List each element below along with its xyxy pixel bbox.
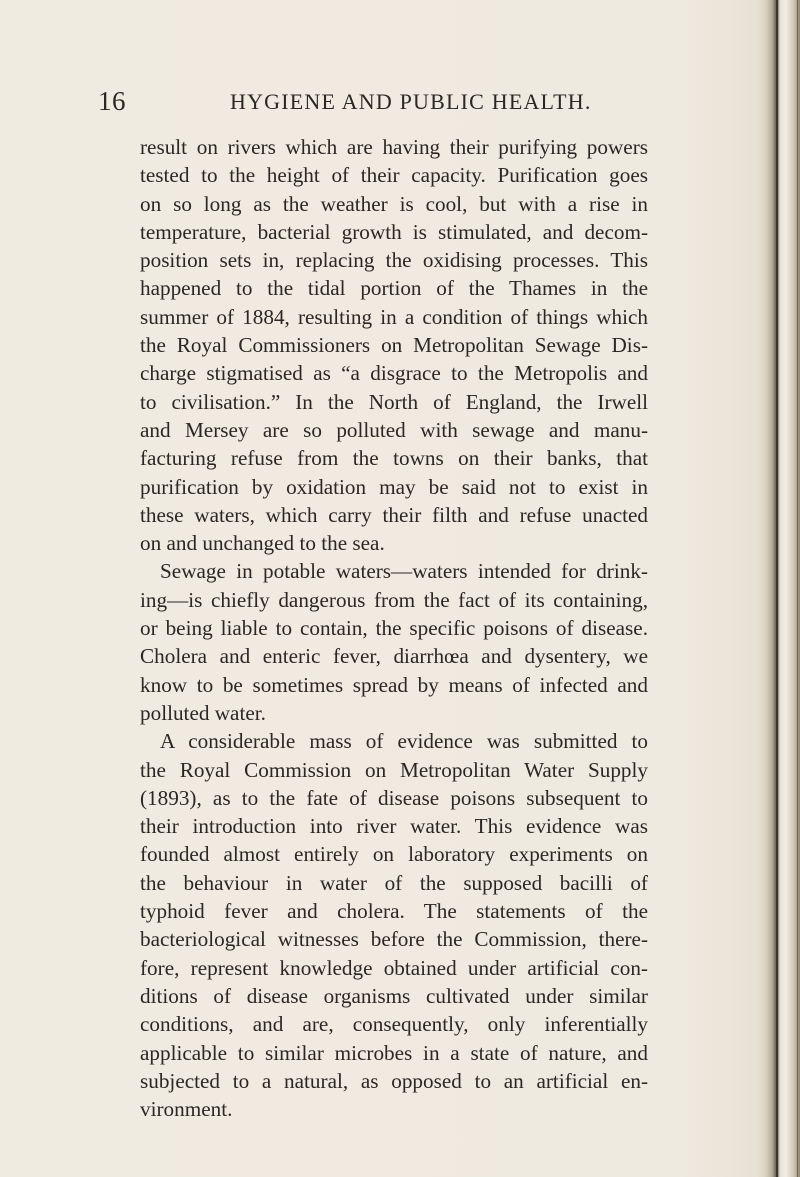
binding-shadow-line — [776, 0, 778, 1177]
text-line: temperature, bacterial growth is stimulated, and decom- — [140, 219, 648, 244]
text-line: on so long as the weather is cool, but with a rise in — [140, 191, 648, 216]
text-line: ing—is chiefly dangerous from the fact of its containing, — [140, 587, 648, 612]
text-line: purification by oxidation may be said not to exist in — [140, 474, 648, 499]
text-line: founded almost entirely on laboratory experiments on — [140, 842, 648, 867]
text-line: tested to the height of their capacity. Purification goes — [140, 163, 648, 188]
page-header — [98, 86, 658, 116]
text-line: ditions of disease organisms cultivated under similar — [140, 983, 648, 1008]
text-line: typhoid fever and cholera. The statements of the — [140, 899, 648, 924]
text-line: facturing refuse from the towns on their banks, that — [140, 446, 648, 471]
text-line: conditions, and are, consequently, only inferentially — [140, 1012, 648, 1037]
text-line: position sets in, replacing the oxidising processes. This — [140, 248, 648, 273]
text-line: bacteriological witnesses before the Commission, there- — [140, 927, 648, 952]
text-line: or being liable to contain, the specific poisons of disease. — [140, 616, 648, 641]
text-line: applicable to similar microbes in a state of nature, and — [140, 1040, 648, 1065]
text-line: happened to the tidal portion of the Thames in the — [140, 276, 648, 301]
text-line: to civilisation.” In the North of England, the Irwell — [140, 389, 648, 414]
binding-edge-line — [797, 0, 798, 1177]
text-line: these waters, which carry their filth and refuse unacted — [140, 502, 648, 527]
text-line: Cholera and enteric fever, diarrhœa and dysentery, we — [140, 644, 648, 669]
text-line: and Mersey are so polluted with sewage and manu- — [140, 417, 648, 442]
text-line: the behaviour in water of the supposed bacilli of — [140, 870, 648, 895]
page-number: 16 — [98, 86, 126, 116]
text-line: fore, represent knowledge obtained under artificial con- — [140, 955, 648, 980]
text-line: result on rivers which are having their purifying powers — [140, 135, 648, 159]
text-line-paragraph-start: A considerable mass of evidence was submitted to — [160, 729, 648, 754]
text-line-paragraph-end: polluted water. — [140, 700, 266, 725]
text-line: the Royal Commission on Metropolitan Water Supply — [140, 757, 648, 782]
text-line: charge stigmatised as “a disgrace to the Metropolis and — [140, 361, 648, 386]
body-text — [140, 133, 648, 1123]
text-line: the Royal Commissioners on Metropolitan Sewage Dis- — [140, 333, 648, 358]
text-line-paragraph-end: on and unchanged to the sea. — [140, 531, 385, 556]
running-head: HYGIENE AND PUBLIC HEALTH. — [230, 89, 592, 114]
text-line-paragraph-end: vironment. — [140, 1097, 233, 1122]
text-line: summer of 1884, resulting in a condition of things which — [140, 304, 648, 329]
text-line: (1893), as to the fate of disease poisons subsequent to — [140, 785, 648, 810]
text-line: subjected to a natural, as opposed to an artificial en- — [140, 1068, 648, 1093]
book-binding-edge — [758, 0, 800, 1177]
text-line: know to be sometimes spread by means of infected and — [140, 672, 648, 697]
text-line-paragraph-start: Sewage in potable waters—waters intended for drink- — [160, 559, 648, 584]
text-line: their introduction into river water. This evidence was — [140, 814, 648, 839]
